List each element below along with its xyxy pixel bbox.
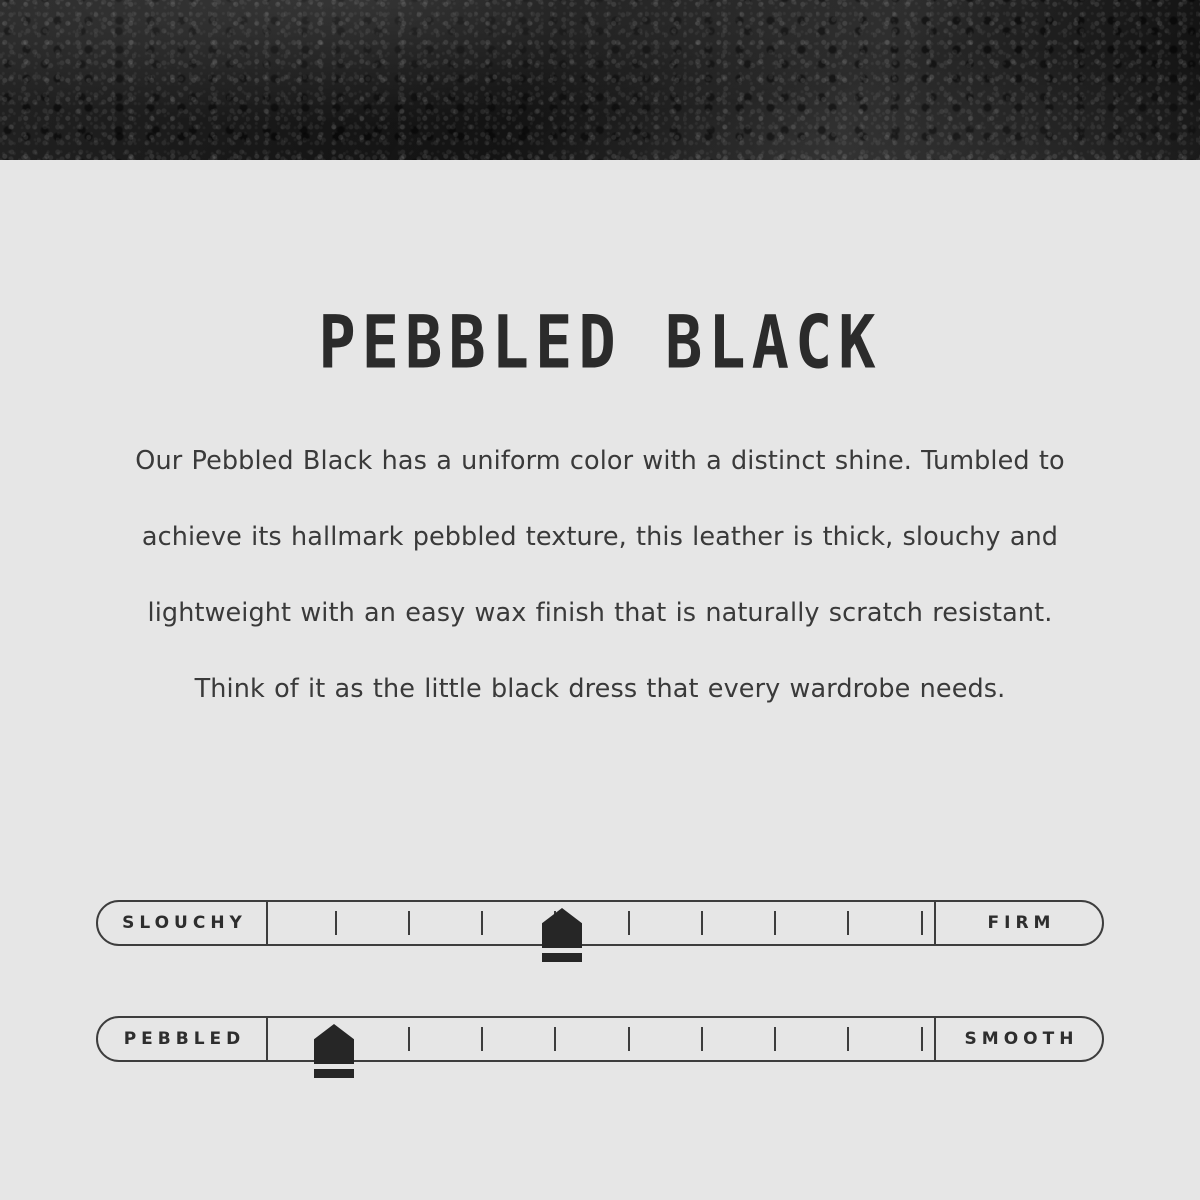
scale-tick (554, 1027, 556, 1051)
scale-tick (774, 911, 776, 935)
scale-tick (701, 1027, 703, 1051)
description-line: Our Pebbled Black has a uniform color with a distinct shine. Tumbled to (135, 446, 1065, 476)
content-area (0, 160, 1200, 1200)
scale-tick (847, 1027, 849, 1051)
leather-gloss-layer (0, 0, 1200, 160)
scale-texture-right-label: SMOOTH (934, 1018, 1102, 1060)
scale-tick (921, 911, 923, 935)
marker-bar-icon (314, 1069, 354, 1078)
scale-softness-left-label: SLOUCHY (98, 902, 268, 944)
description-line: Think of it as the little black dress that every wardrobe needs. (194, 674, 1006, 704)
scale-texture-ticks (268, 1018, 934, 1060)
scale-tick (847, 911, 849, 935)
scale-tick (628, 911, 630, 935)
scale-tick (554, 911, 556, 935)
description-line: lightweight with an easy wax finish that is naturally scratch resistant. (147, 598, 1053, 628)
scale-texture (96, 1016, 1104, 1062)
scale-softness (96, 900, 1104, 946)
scale-tick (408, 911, 410, 935)
scale-softness-right-label: FIRM (934, 902, 1102, 944)
scale-tick (628, 1027, 630, 1051)
scale-tick (408, 1027, 410, 1051)
scale-tick (481, 1027, 483, 1051)
scale-tick (481, 911, 483, 935)
scale-tick (921, 1027, 923, 1051)
leather-hero-image (0, 0, 1200, 160)
page-title: PEBBLED BLACK (318, 299, 882, 386)
description-line: achieve its hallmark pebbled texture, this leather is thick, slouchy and (141, 522, 1059, 552)
scale-softness-ticks (268, 902, 934, 944)
scale-texture-track[interactable] (96, 1016, 1104, 1062)
scale-softness-track[interactable] (96, 900, 1104, 946)
scale-tick (774, 1027, 776, 1051)
scale-tick (335, 1027, 337, 1051)
description-block (100, 351, 1100, 727)
marker-bar-icon (542, 953, 582, 962)
attribute-scales (0, 900, 1200, 1062)
scale-tick (701, 911, 703, 935)
scale-texture-left-label: PEBBLED (98, 1018, 268, 1060)
scale-tick (335, 911, 337, 935)
